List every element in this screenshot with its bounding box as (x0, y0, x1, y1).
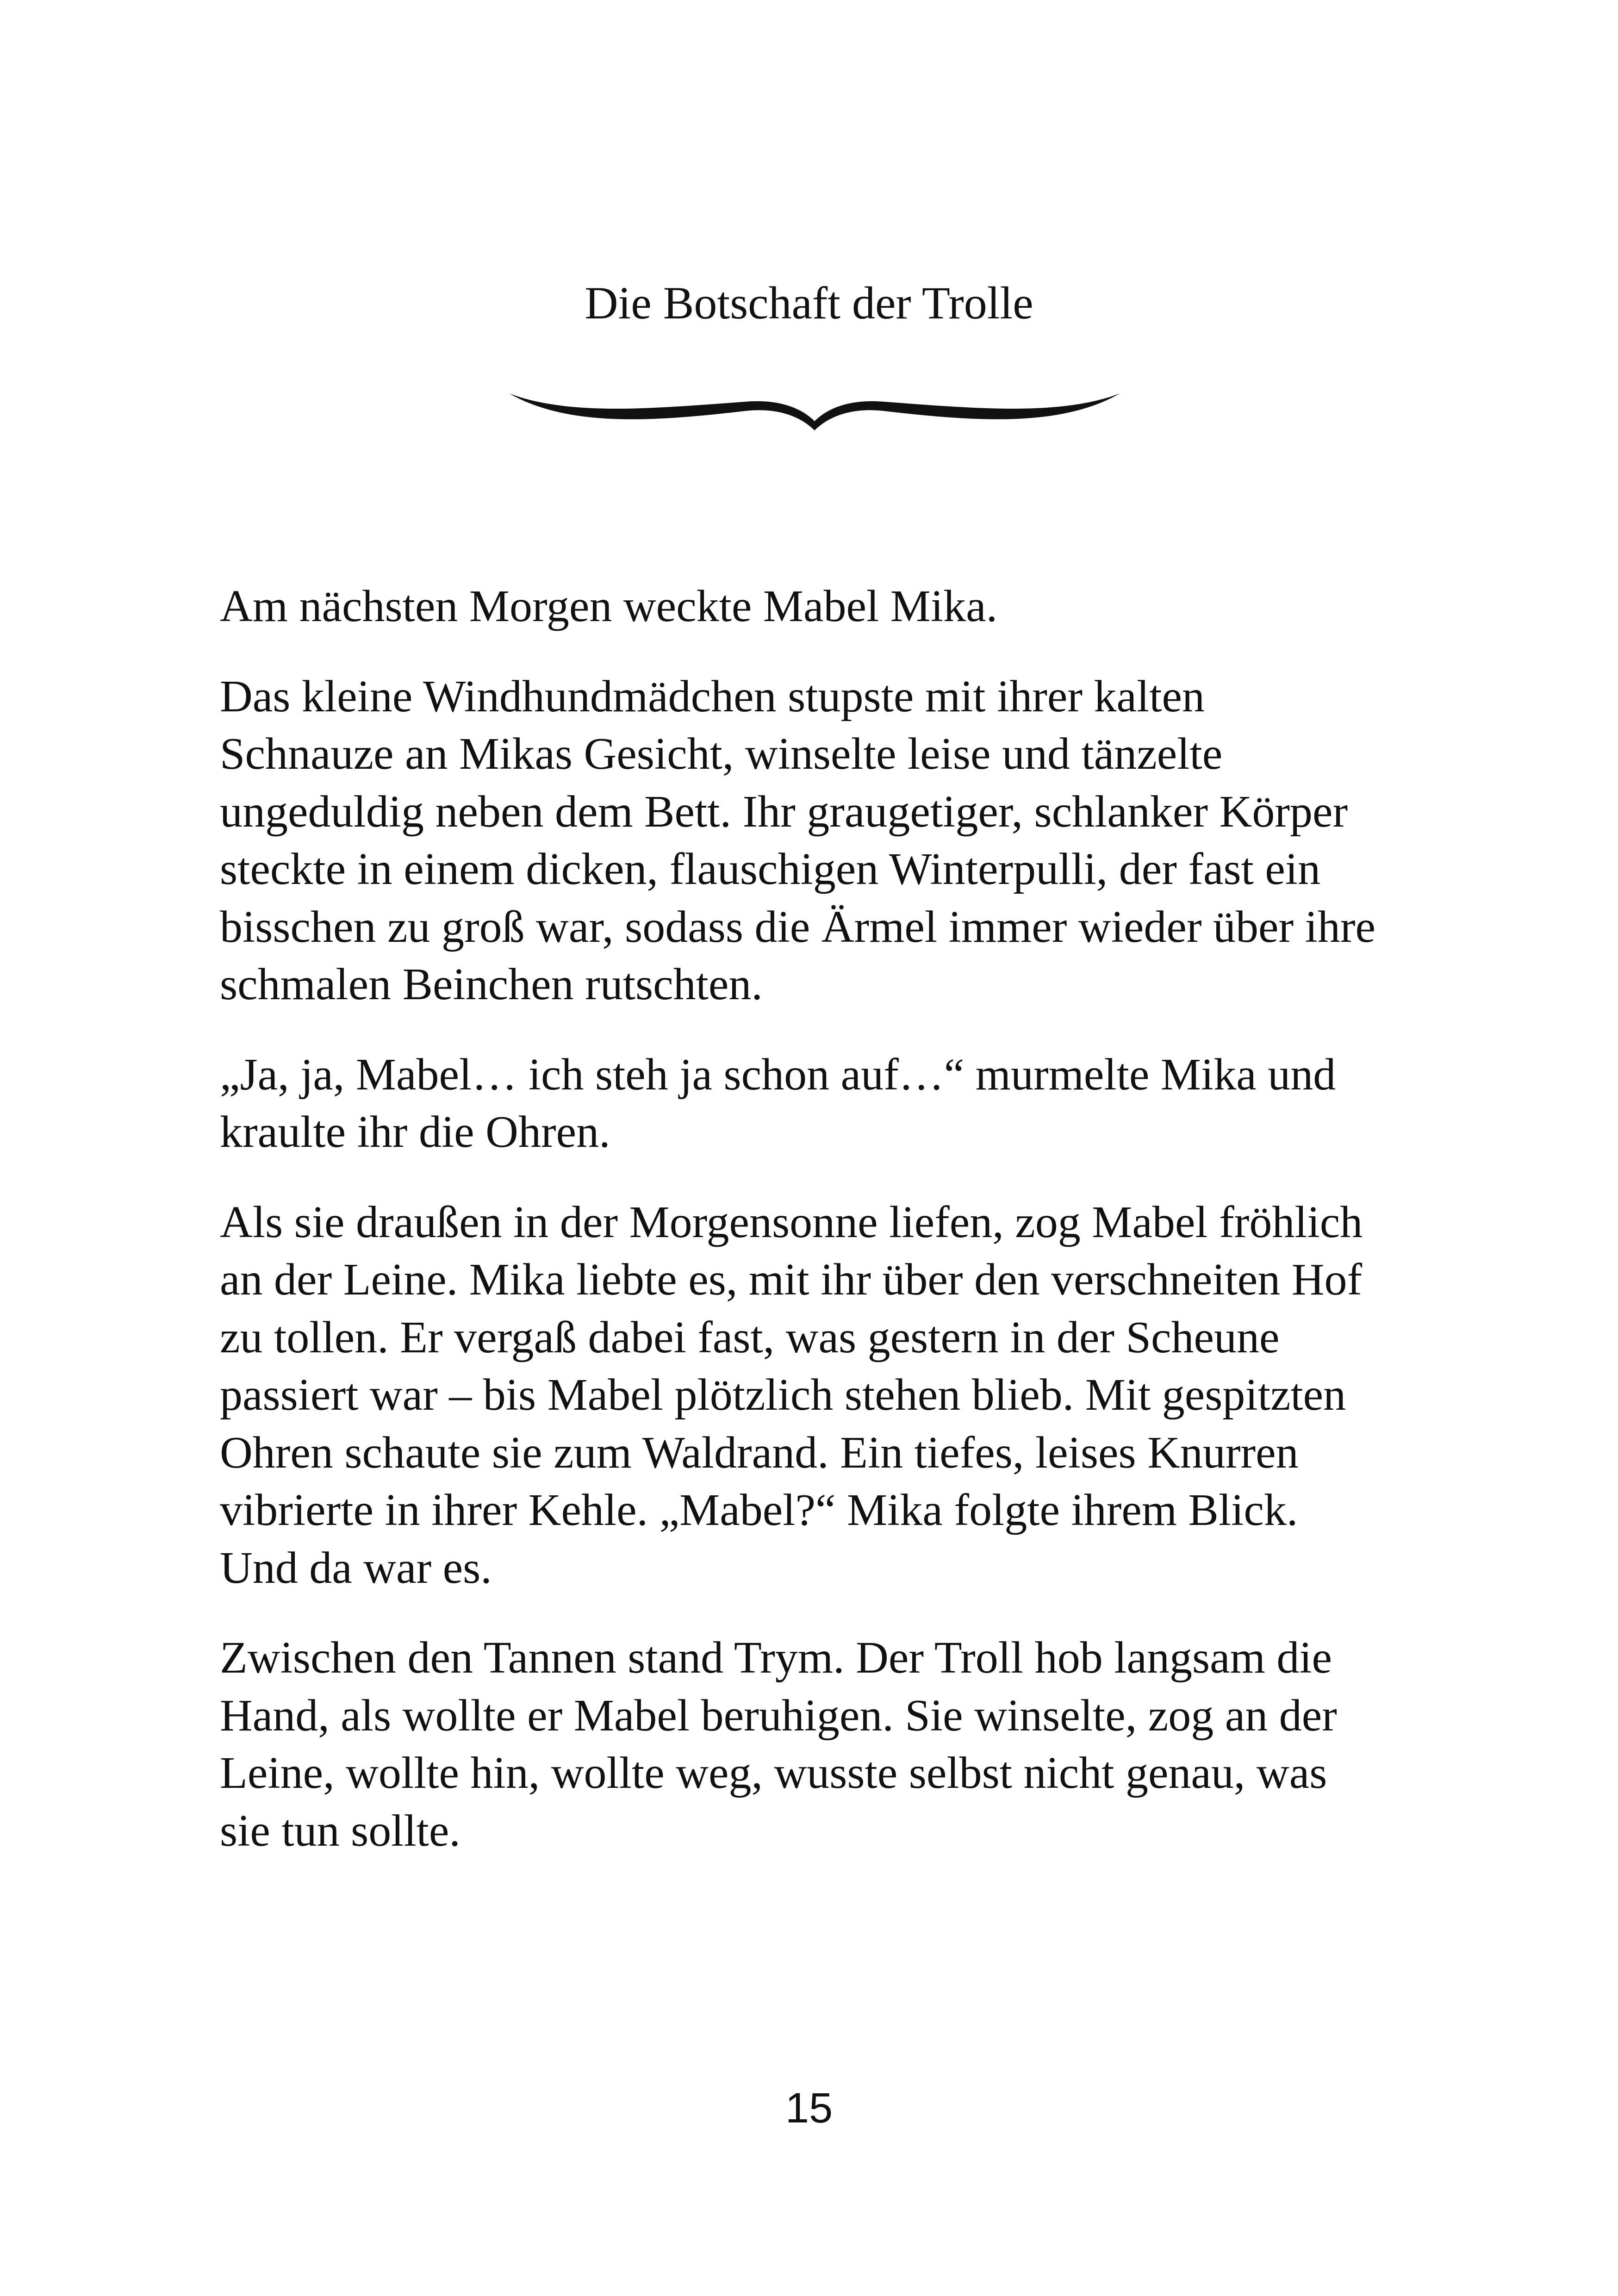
page-number: 15 (785, 2084, 833, 2132)
paragraph: Am nächsten Morgen weckte Mabel Mika. (220, 581, 998, 631)
chapter-title: Die Botschaft der Trolle (585, 277, 1033, 329)
paragraph: Als sie draußen in der Morgensonne liefen, zog Mabel fröhlich an der Leine. Mika liebte es, mit ihr über den verschneiten Hof zu tollen. Er vergaß dabei fast, was gestern in der Scheune passiert war – bis Mabel plötzlich stehen blieb. Mit gespitzten Ohren schaute sie zum Waldrand. Ein tiefes, leises Knurren vibrierte in ihrer Kehle. „Mabel?“ Mika folgte ihrem Blick. Und da war es. (220, 1197, 1363, 1593)
paragraph: Zwischen den Tannen stand Trym. Der Troll hob langsam die Hand, als wollte er Mabel beruhigen. Sie winselte, zog an der Leine, wollte hin, wollte weg, wusste selbst nicht genau, was sie tun sollte. (220, 1633, 1337, 1856)
chapter-body (220, 578, 1432, 1892)
paragraph: Das kleine Windhundmädchen stupste mit ihrer kalten Schnauze an Mikas Gesicht, winselte leise und tänzelte ungeduldig neben dem Bett. Ihr graugetiger, schlanker Körper steckte in einem dicken, flauschigen Winterpulli, der fast ein bisschen zu groß war, sodass die Ärmel immer wieder über ihre schmalen Beinchen rutschten. (220, 671, 1376, 1009)
curly-brace-divider-icon (504, 384, 1125, 435)
paragraph: „Ja, ja, Mabel… ich steh ja schon auf…“ murmelte Mika und kraulte ihr die Ohren. (220, 1049, 1336, 1157)
